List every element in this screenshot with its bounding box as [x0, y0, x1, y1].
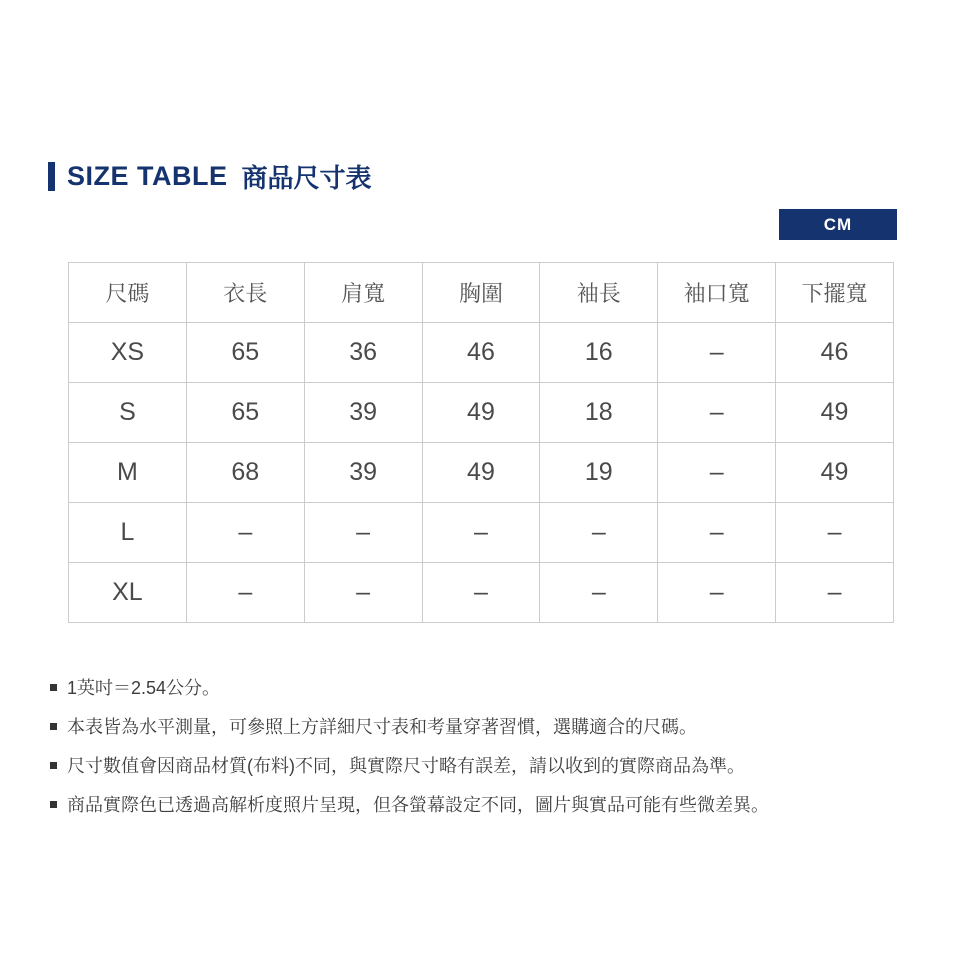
- size-label-cell: XL: [69, 563, 187, 623]
- table-row-s: [69, 383, 894, 443]
- note-text: 1英吋＝2.54公分。: [67, 678, 221, 698]
- value-cell: –: [304, 563, 422, 623]
- note-item: [50, 793, 920, 817]
- value-cell: –: [658, 563, 776, 623]
- bullet-square-icon: [50, 723, 57, 730]
- value-cell: 46: [422, 323, 540, 383]
- value-cell: –: [658, 503, 776, 563]
- column-header-shoulder: 肩寬: [304, 263, 422, 323]
- value-cell: –: [658, 383, 776, 443]
- bullet-square-icon: [50, 762, 57, 769]
- table-row-m: [69, 443, 894, 503]
- value-cell: –: [776, 503, 894, 563]
- unit-badge-row: [0, 209, 897, 240]
- value-cell: –: [186, 503, 304, 563]
- footnotes: [50, 676, 920, 832]
- page-title-en: SIZE TABLE: [67, 161, 228, 191]
- value-cell: 49: [776, 443, 894, 503]
- header-row: [69, 263, 894, 323]
- value-cell: –: [776, 563, 894, 623]
- value-cell: 18: [540, 383, 658, 443]
- value-cell: 46: [776, 323, 894, 383]
- note-item: [50, 676, 920, 700]
- value-cell: 65: [186, 383, 304, 443]
- value-cell: 39: [304, 443, 422, 503]
- note-text: 商品實際色已透過高解析度照片呈現，但各螢幕設定不同，圖片與實品可能有些微差異。: [67, 795, 769, 815]
- note-text: 本表皆為水平測量，可參照上方詳細尺寸表和考量穿著習慣，選購適合的尺碼。: [67, 717, 697, 737]
- value-cell: –: [540, 503, 658, 563]
- size-label-cell: XS: [69, 323, 187, 383]
- value-cell: –: [304, 503, 422, 563]
- note-item: [50, 715, 920, 739]
- column-header-hem: 下擺寬: [776, 263, 894, 323]
- value-cell: 16: [540, 323, 658, 383]
- size-label-cell: L: [69, 503, 187, 563]
- column-header-size: 尺碼: [69, 263, 187, 323]
- column-header-chest: 胸圍: [422, 263, 540, 323]
- table-row-xl: [69, 563, 894, 623]
- bullet-square-icon: [50, 801, 57, 808]
- value-cell: 49: [422, 383, 540, 443]
- value-cell: 19: [540, 443, 658, 503]
- value-cell: –: [658, 323, 776, 383]
- table-row-xs: [69, 323, 894, 383]
- column-header-length: 衣長: [186, 263, 304, 323]
- note-item: [50, 754, 920, 778]
- size-label-cell: S: [69, 383, 187, 443]
- value-cell: –: [422, 563, 540, 623]
- value-cell: 68: [186, 443, 304, 503]
- value-cell: 65: [186, 323, 304, 383]
- value-cell: –: [658, 443, 776, 503]
- title-accent-bar: [48, 162, 55, 191]
- value-cell: –: [540, 563, 658, 623]
- table-row-l: [69, 503, 894, 563]
- page-title-zh: 商品尺寸表: [241, 163, 372, 193]
- value-cell: 39: [304, 383, 422, 443]
- size-label-cell: M: [69, 443, 187, 503]
- note-text: 尺寸數值會因商品材質(布料)不同，與實際尺寸略有誤差，請以收到的實際商品為準。: [67, 756, 745, 776]
- column-header-cuff: 袖口寬: [658, 263, 776, 323]
- size-table-container: [68, 262, 894, 623]
- unit-badge-cm: CM: [779, 209, 897, 240]
- size-table: [68, 262, 894, 623]
- page-title: [48, 158, 372, 195]
- value-cell: 49: [776, 383, 894, 443]
- bullet-square-icon: [50, 684, 57, 691]
- column-header-sleeve: 袖長: [540, 263, 658, 323]
- value-cell: 36: [304, 323, 422, 383]
- value-cell: –: [186, 563, 304, 623]
- value-cell: –: [422, 503, 540, 563]
- value-cell: 49: [422, 443, 540, 503]
